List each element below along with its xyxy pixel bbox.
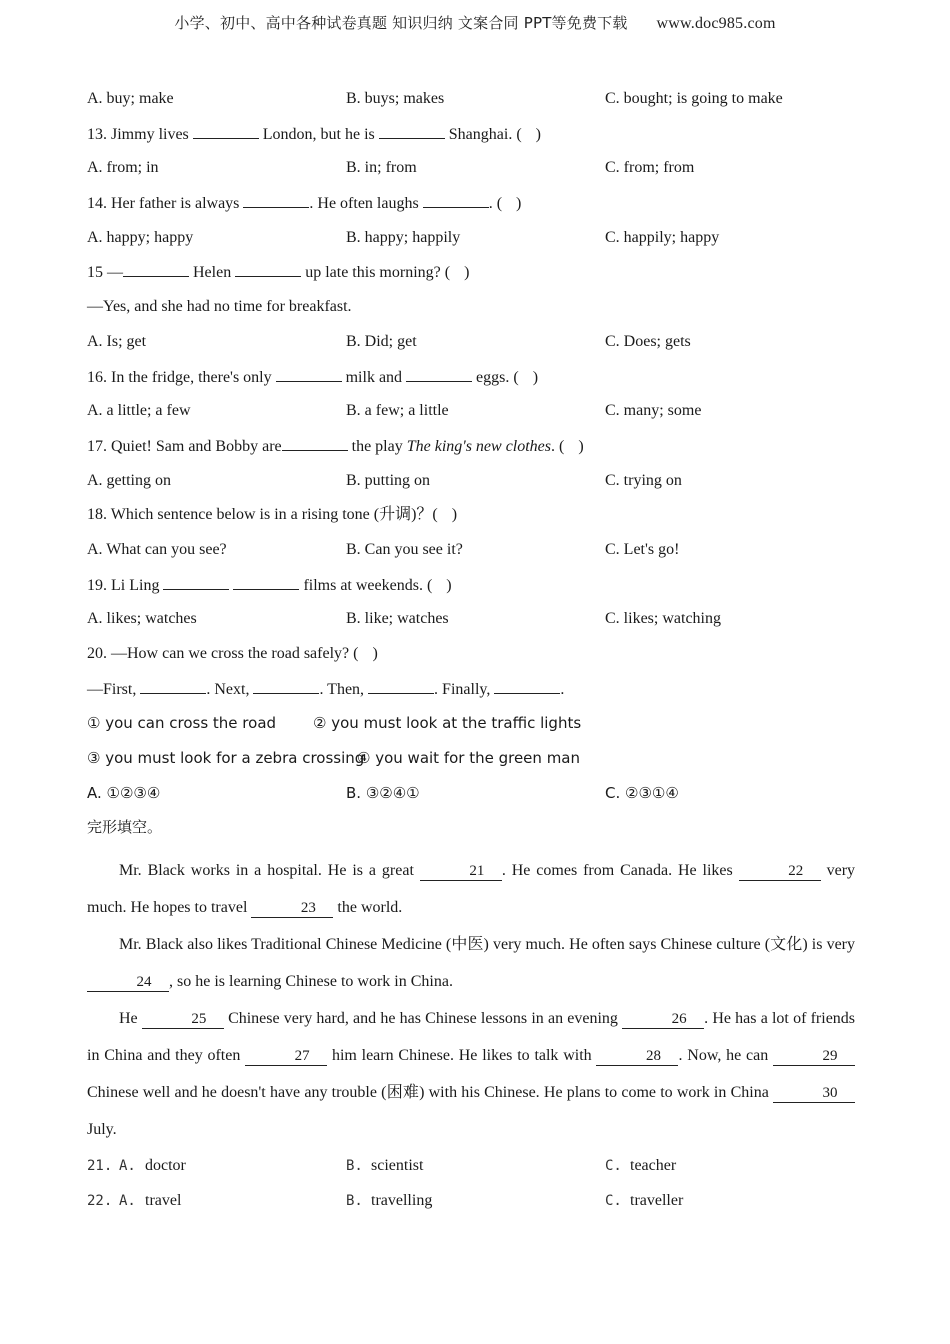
- cloze-passage: [87, 852, 855, 1148]
- q20-option-a[interactable]: A. ①②③④: [87, 783, 161, 802]
- q20-question: 20. —How can we cross the road safely? ( ): [87, 645, 378, 662]
- answer-option-b[interactable]: travelling: [371, 1192, 433, 1210]
- cloze-blank-21[interactable]: 21: [420, 862, 502, 881]
- q19-question: 19. Li Ling films at weekends. ( ): [87, 576, 452, 594]
- q13-option-a[interactable]: A. from; in: [87, 159, 159, 177]
- answer-blank[interactable]: [253, 679, 319, 694]
- answer-blank[interactable]: [243, 193, 309, 208]
- page-header: [0, 12, 950, 33]
- cloze-heading: 完形填空。: [87, 818, 163, 837]
- cloze-blank-30[interactable]: 30: [773, 1084, 855, 1103]
- answer-blank[interactable]: [494, 679, 560, 694]
- answer-blank[interactable]: [406, 367, 472, 382]
- q15-options: [87, 332, 867, 367]
- answer-blank[interactable]: [235, 262, 301, 277]
- q17-option-c[interactable]: C. trying on: [605, 471, 682, 489]
- q12-option-a[interactable]: A. buy; make: [87, 90, 174, 107]
- cloze-blank-29[interactable]: 29: [773, 1047, 855, 1066]
- answer-blank[interactable]: [379, 124, 445, 139]
- cloze-blank-25[interactable]: 25: [142, 1010, 224, 1029]
- answer-blank[interactable]: [193, 124, 259, 139]
- q17-options: [87, 471, 867, 506]
- q18-question: 18. Which sentence below is in a rising tone (升调)？( ): [87, 506, 458, 524]
- header-url[interactable]: www.doc985.com: [656, 15, 776, 32]
- q20-item-3: ③ you must look for a zebra crossing: [87, 749, 365, 768]
- answer-blank[interactable]: [423, 193, 489, 208]
- q16-options: [87, 401, 867, 436]
- q20-option-b[interactable]: B. ③②④①: [346, 783, 420, 802]
- q15-option-a[interactable]: A. Is; get: [87, 332, 147, 350]
- q17-question: 17. Quiet! Sam and Bobby are the play The king's new clothes. ( ): [87, 437, 584, 455]
- answer-row-22: 22. A. travel B. travelling C. traveller: [87, 1192, 684, 1210]
- q18-option-a[interactable]: A. What can you see?: [87, 540, 227, 558]
- answer-row-21: 21. A. doctor B. scientist C. teacher: [87, 1157, 677, 1175]
- answer-number: 21.: [87, 1158, 113, 1175]
- q15-option-b[interactable]: B. Did; get: [346, 332, 417, 350]
- q14-option-c[interactable]: C. happily; happy: [605, 228, 720, 246]
- q20-items-row1: [87, 713, 867, 748]
- answer-number: 22.: [87, 1193, 113, 1210]
- q20-item-2: ② you must look at the traffic lights: [313, 714, 582, 733]
- cloze-blank-24[interactable]: 24: [87, 973, 169, 992]
- q13-options: [87, 158, 867, 193]
- answer-option-b[interactable]: scientist: [371, 1157, 424, 1175]
- q14-question: 14. Her father is always . He often laughs . ( ): [87, 195, 522, 213]
- cloze-paragraph-1: Mr. Black works in a hospital. He is a great 21 . He comes from Canada. He likes 22 very much. He hopes to travel 23 the world.: [87, 862, 856, 917]
- q17-option-b[interactable]: B. putting on: [346, 471, 431, 489]
- q18-option-b[interactable]: B. Can you see it?: [346, 540, 463, 558]
- q20-steps: —First, . Next, . Then, . Finally, .: [87, 680, 565, 698]
- q15-question: 15 — Helen up late this morning? ( ): [87, 264, 470, 282]
- q20-option-c[interactable]: C. ②③①④: [605, 783, 679, 802]
- q19-option-a[interactable]: A. likes; watches: [87, 610, 197, 628]
- q16-question: 16. In the fridge, there's only milk and eggs. ( ): [87, 368, 539, 386]
- answer-blank[interactable]: [123, 262, 189, 277]
- q18-option-c[interactable]: C. Let's go!: [605, 540, 680, 558]
- cloze-blank-22[interactable]: 22: [739, 862, 821, 881]
- answer-option-a[interactable]: travel: [145, 1192, 182, 1210]
- q18-options: [87, 540, 867, 575]
- q20-item-4: ④ you wait for the green man: [357, 749, 581, 768]
- cloze-blank-28[interactable]: 28: [596, 1047, 678, 1066]
- q16-option-a[interactable]: A. a little; a few: [87, 402, 191, 420]
- q13-option-c[interactable]: C. from; from: [605, 159, 695, 177]
- q20-options: [87, 783, 867, 818]
- q20-items-row2: [87, 748, 867, 783]
- worksheet-content: [87, 89, 867, 1226]
- q15-reply: —Yes, and she had no time for breakfast.: [87, 298, 352, 316]
- q12-options: [87, 89, 867, 124]
- answer-blank[interactable]: [282, 436, 348, 451]
- q19-options: [87, 609, 867, 644]
- answer-blank[interactable]: [276, 367, 342, 382]
- cloze-blank-26[interactable]: 26: [622, 1010, 704, 1029]
- answer-blank[interactable]: [140, 679, 206, 694]
- cloze-blank-23[interactable]: 23: [251, 899, 333, 918]
- answer-blank[interactable]: [163, 575, 229, 590]
- q19-option-c[interactable]: C. likes; watching: [605, 610, 721, 628]
- play-title: The king's new clothes: [406, 437, 552, 455]
- answer-option-c[interactable]: teacher: [630, 1157, 677, 1175]
- q12-option-c[interactable]: C. bought; is going to make: [605, 90, 783, 107]
- q14-option-a[interactable]: A. happy; happy: [87, 228, 194, 246]
- q13-option-b[interactable]: B. in; from: [346, 159, 417, 177]
- q16-option-b[interactable]: B. a few; a little: [346, 402, 449, 420]
- q14-options: [87, 228, 867, 263]
- cloze-paragraph-3: He 25 Chinese very hard, and he has Chinese lessons in an evening 26 . He has a lot of friends in China and they often 27 him learn Chinese. He likes to talk with 28 . Now, he can 29 Chinese well and he doesn't have any trouble (困难) with his Chinese. He plans to come to work in China 30 July.: [87, 1010, 856, 1139]
- q13-question: 13. Jimmy lives London, but he is Shanghai. ( ): [87, 125, 541, 143]
- q17-option-a[interactable]: A. getting on: [87, 471, 171, 489]
- q12-option-b[interactable]: B. buys; makes: [346, 90, 445, 107]
- header-text: 小学、初中、高中各种试卷真题 知识归纳 文案合同 PPT等免费下载: [174, 14, 628, 32]
- q20-item-1: ① you can cross the road: [87, 714, 277, 733]
- q16-option-c[interactable]: C. many; some: [605, 402, 702, 420]
- q15-option-c[interactable]: C. Does; gets: [605, 332, 691, 350]
- answer-blank[interactable]: [233, 575, 299, 590]
- q14-option-b[interactable]: B. happy; happily: [346, 228, 461, 246]
- q19-option-b[interactable]: B. like; watches: [346, 610, 449, 628]
- answer-option-a[interactable]: doctor: [145, 1157, 186, 1175]
- answer-option-c[interactable]: traveller: [630, 1192, 684, 1210]
- cloze-blank-27[interactable]: 27: [245, 1047, 327, 1066]
- answer-blank[interactable]: [368, 679, 434, 694]
- cloze-paragraph-2: Mr. Black also likes Traditional Chinese Medicine (中医) very much. He often says Chinese culture (文化) is very 24 , so he is learning Chinese to work in China.: [87, 926, 855, 1000]
